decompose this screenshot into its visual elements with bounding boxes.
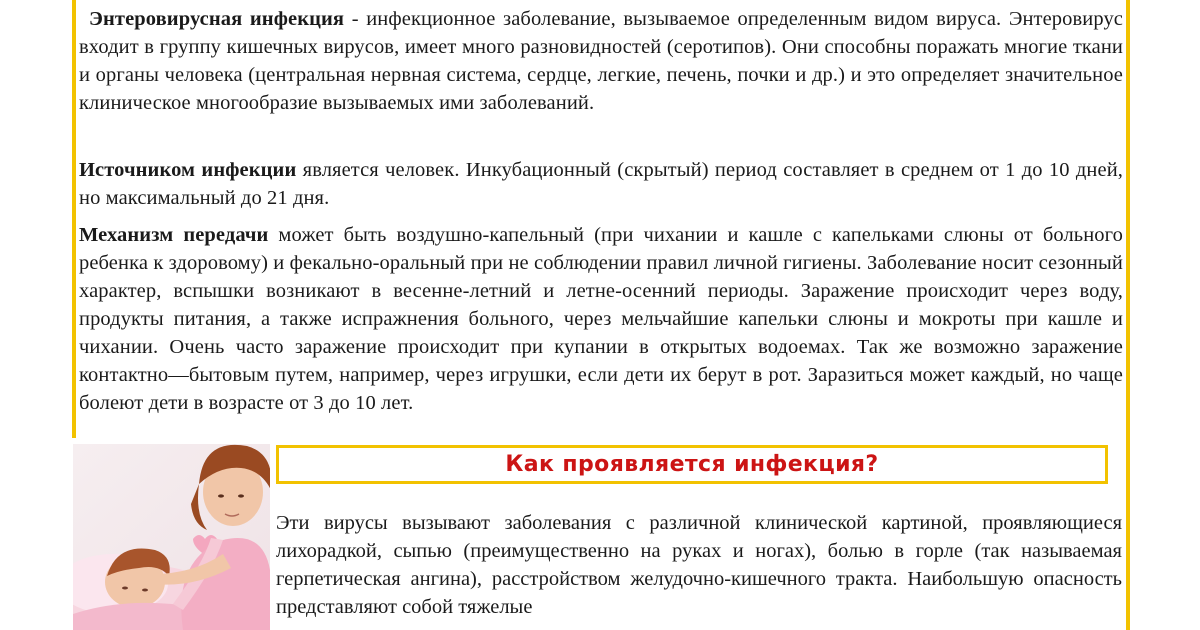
mother-child-photo <box>73 444 270 630</box>
mechanism-term: Механизм передачи <box>79 224 269 246</box>
mother-child-illustration <box>73 444 270 630</box>
frame-border-right <box>1126 0 1130 630</box>
section-heading-box <box>276 445 1108 484</box>
frame-border-left <box>72 0 76 438</box>
mechanism-text: может быть воздушно-капельный (при чихании и кашле с капельками слюны от больного ребенка к здоровому) и фекально-оральный при не соблюдении правил личной гигиены. Заболевание носит сезонный характер, вспышки возникают в весенне-летний и летне-осенний периоды. Заражение происходит через воду, продукты питания, а также испражнения больного, через мельчайшие капельки слюны и мокроты при кашле и чихании. Очень часто заражение происходит при купании в открытых водоемах. Так же возможно заражение контактно—бытовым путем, например, через игрушки, если дети их берут в рот. Заразиться может каждый, но чаще болеют дети в возрасте от 3 до 10 лет. <box>79 224 1123 414</box>
intro-paragraph <box>79 5 1123 117</box>
mechanism-paragraph <box>79 221 1123 417</box>
intro-text: - инфекционное заболевание, вызываемое определенным видом вируса. Энтеровирус входит в группу кишечных вирусов, имеет много разновидностей (серотипов). Они способны поражать многие ткани и органы человека (центральная нервная система, сердце, легкие, печень, почки и др.) и это определяет значительное клиническое многообразие вызываемых ими заболеваний. <box>79 8 1123 114</box>
source-text: является человек. Инкубационный (скрытый) период составляет в среднем от 1 до 10 дней, но максимальный до 21 дня. <box>79 159 1123 209</box>
source-term: Источником инфекции <box>79 159 297 181</box>
intro-term: Энтеровирусная инфекция <box>89 8 345 30</box>
source-paragraph <box>79 156 1123 212</box>
symptoms-paragraph: Эти вирусы вызывают заболевания с различной клинической картиной, проявляющиеся лихорадкой, сыпью (преимущественно на руках и ногах), болью в горле (так называемая герпетическая ангина), расстройством желудочно-кишечного тракта. Наибольшую опасность представляют собой тяжелые <box>276 512 1122 618</box>
section-heading: Как проявляется инфекция? <box>505 452 879 477</box>
